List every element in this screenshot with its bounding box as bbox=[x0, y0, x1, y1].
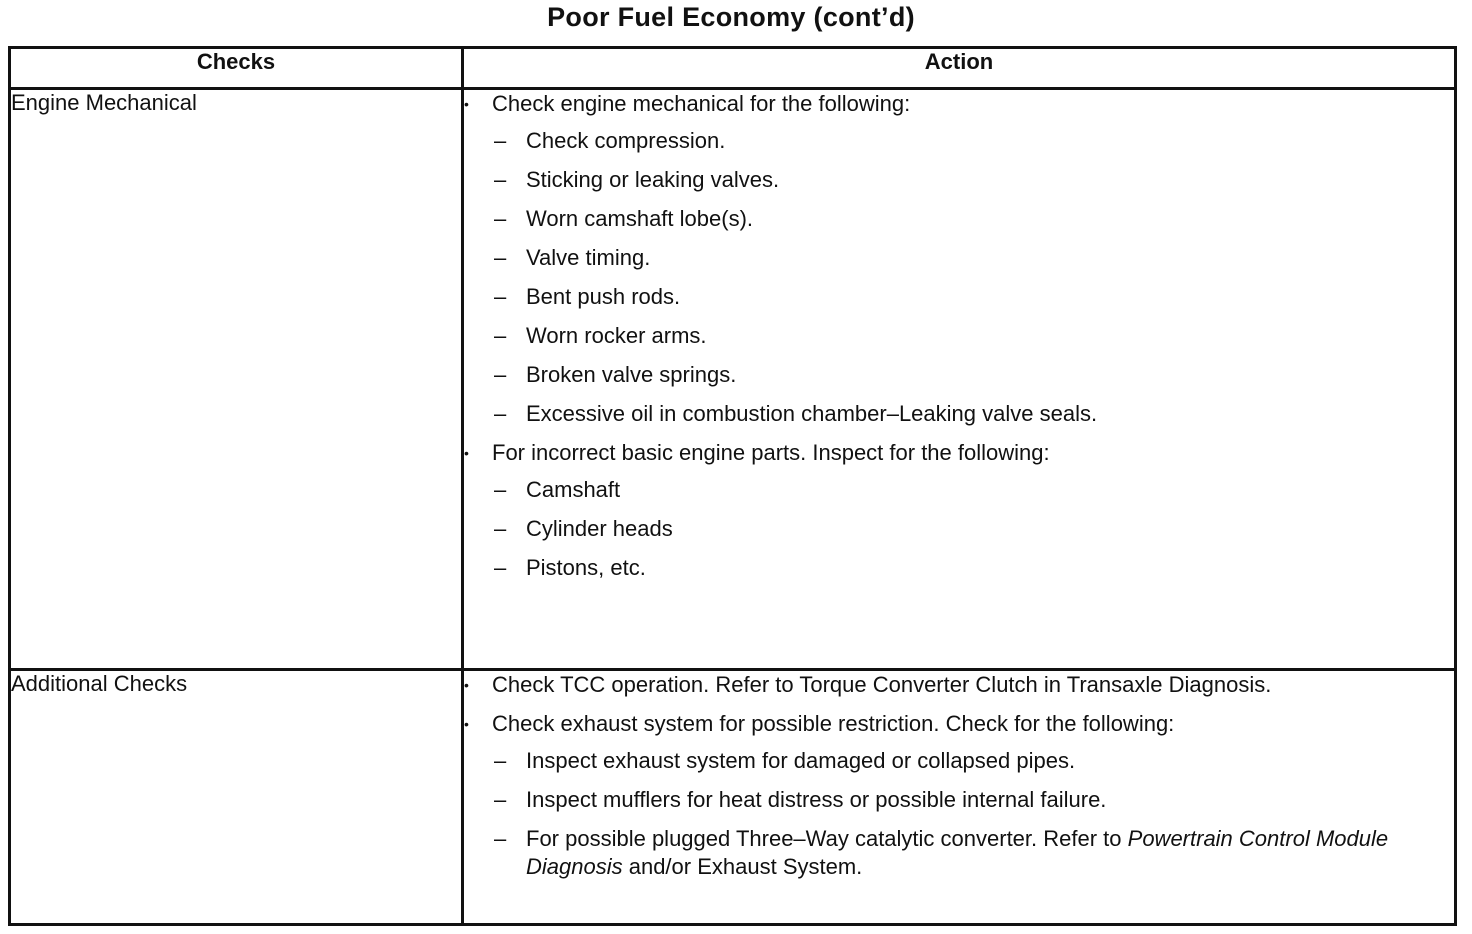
diagnosis-table bbox=[8, 46, 1457, 926]
sub-item: – Worn camshaft lobe(s). bbox=[464, 205, 1454, 233]
pcm-diagnosis-reference: Powertrain Control Module Diagnosis bbox=[526, 826, 1389, 879]
check-cell: Engine Mechanical bbox=[10, 89, 463, 670]
action-bullet: • Check engine mechanical for the following: bbox=[464, 90, 1454, 118]
column-header-checks: Checks bbox=[10, 48, 463, 89]
sub-item-text-prefix: For possible plugged Three–Way catalytic converter. Refer to bbox=[526, 826, 1128, 851]
check-cell: Additional Checks bbox=[10, 670, 463, 925]
sub-item: – Bent push rods. bbox=[464, 283, 1454, 311]
sub-list bbox=[464, 747, 1454, 881]
action-bullet: • For incorrect basic engine parts. Inspect for the following: bbox=[464, 439, 1454, 467]
sub-item: – Check compression. bbox=[464, 127, 1454, 155]
sub-item: – Pistons, etc. bbox=[464, 554, 1454, 582]
action-bullet: • Check TCC operation. Refer to Torque Converter Clutch in Transaxle Diagnosis. bbox=[464, 671, 1454, 699]
sub-item: – Worn rocker arms. bbox=[464, 322, 1454, 350]
sub-item: – Camshaft bbox=[464, 476, 1454, 504]
sub-item: – Broken valve springs. bbox=[464, 361, 1454, 389]
sub-item: – Cylinder heads bbox=[464, 515, 1454, 543]
table-row bbox=[10, 670, 1456, 925]
column-header-action: Action bbox=[463, 48, 1456, 89]
sub-item: – Excessive oil in combustion chamber–Leaking valve seals. bbox=[464, 400, 1454, 428]
table-row bbox=[10, 89, 1456, 670]
sub-item: – Sticking or leaking valves. bbox=[464, 166, 1454, 194]
action-bullet: • Check exhaust system for possible restriction. Check for the following: bbox=[464, 710, 1454, 738]
page-title: Poor Fuel Economy (cont’d) bbox=[547, 2, 915, 32]
sub-item-text-suffix: and/or Exhaust System. bbox=[622, 854, 863, 879]
sub-item: – Inspect exhaust system for damaged or collapsed pipes. bbox=[464, 747, 1454, 775]
sub-item: – Inspect mufflers for heat distress or possible internal failure. bbox=[464, 786, 1454, 814]
sub-item: – Valve timing. bbox=[464, 244, 1454, 272]
action-cell bbox=[463, 89, 1456, 670]
sub-item-catalytic-converter bbox=[464, 825, 1454, 881]
table-header-row bbox=[10, 48, 1456, 89]
sub-list bbox=[464, 127, 1454, 428]
action-cell bbox=[463, 670, 1456, 925]
sub-list bbox=[464, 476, 1454, 582]
